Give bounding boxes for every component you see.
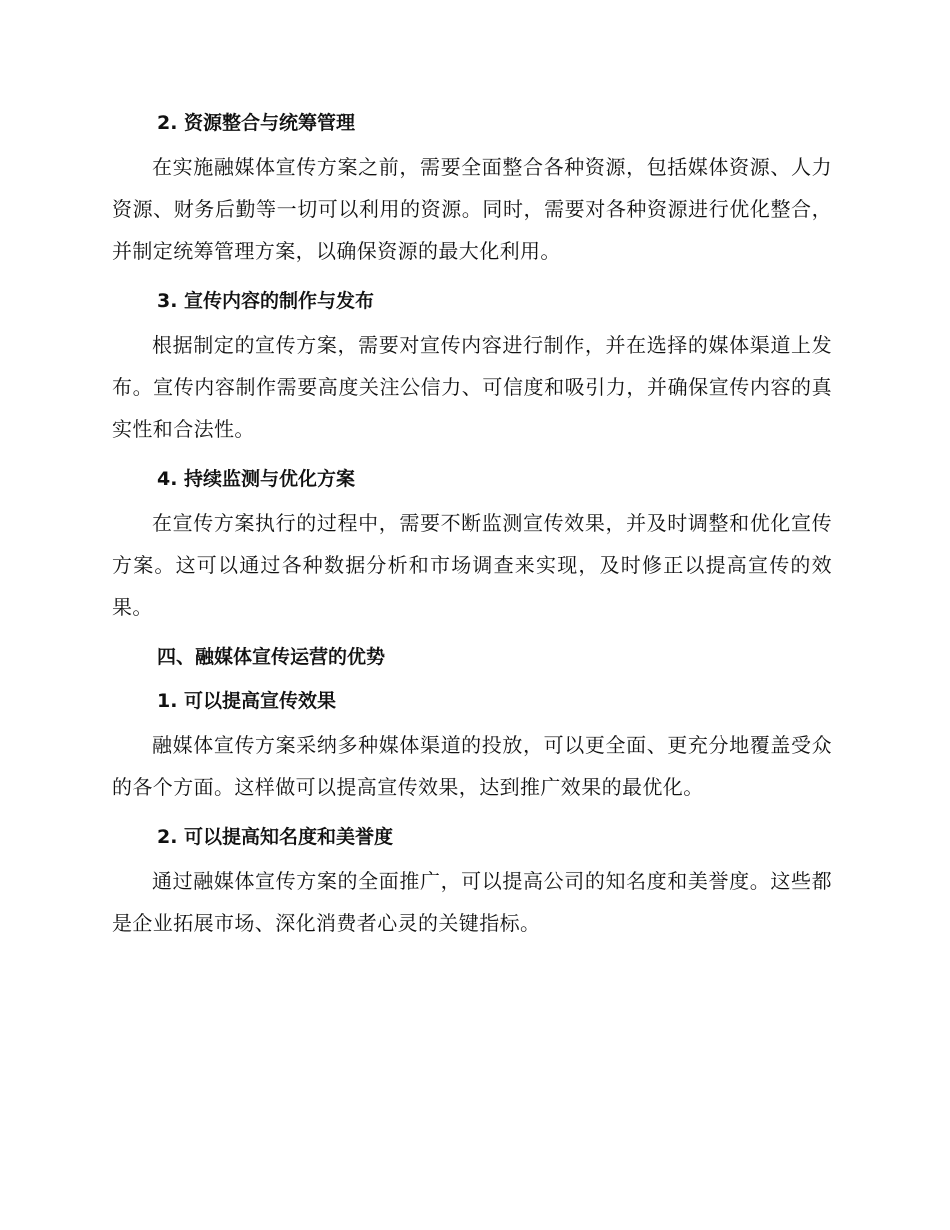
paragraph-advantage-reputation: 通过融媒体宣传方案的全面推广，可以提高公司的知名度和美誉度。这些都是企业拓展市场、深化消费者心灵的关键指标。 <box>112 869 832 935</box>
advantage-heading-effect: 1. 可以提高宣传效果 <box>157 690 337 712</box>
paragraph-advantage-effect: 融媒体宣传方案采纳多种媒体渠道的投放，可以更全面、更充分地覆盖受众的各个方面。这样做可以提高宣传效果，达到推广效果的最优化。 <box>112 733 832 799</box>
section-heading-resource-integration: 2. 资源整合与统筹管理 <box>157 112 356 134</box>
advantage-heading-reputation: 2. 可以提高知名度和美誉度 <box>157 826 394 848</box>
paragraph-monitoring: 在宣传方案执行的过程中，需要不断监测宣传效果，并及时调整和优化宣传方案。这可以通过各种数据分析和市场调查来实现，及时修正以提高宣传的效果。 <box>112 511 832 619</box>
chapter-heading-advantages: 四、融媒体宣传运营的优势 <box>157 646 386 668</box>
paragraph-resource-integration: 在实施融媒体宣传方案之前，需要全面整合各种资源，包括媒体资源、人力资源、财务后勤等一切可以利用的资源。同时，需要对各种资源进行优化整合，并制定统筹管理方案，以确保资源的最大化利用。 <box>112 155 832 263</box>
section-heading-monitoring: 4. 持续监测与优化方案 <box>157 468 356 490</box>
paragraph-content-production: 根据制定的宣传方案，需要对宣传内容进行制作，并在选择的媒体渠道上发布。宣传内容制作需要高度关注公信力、可信度和吸引力，并确保宣传内容的真实性和合法性。 <box>112 333 832 441</box>
document-page <box>112 108 832 954</box>
section-heading-content-production: 3. 宣传内容的制作与发布 <box>157 290 375 312</box>
